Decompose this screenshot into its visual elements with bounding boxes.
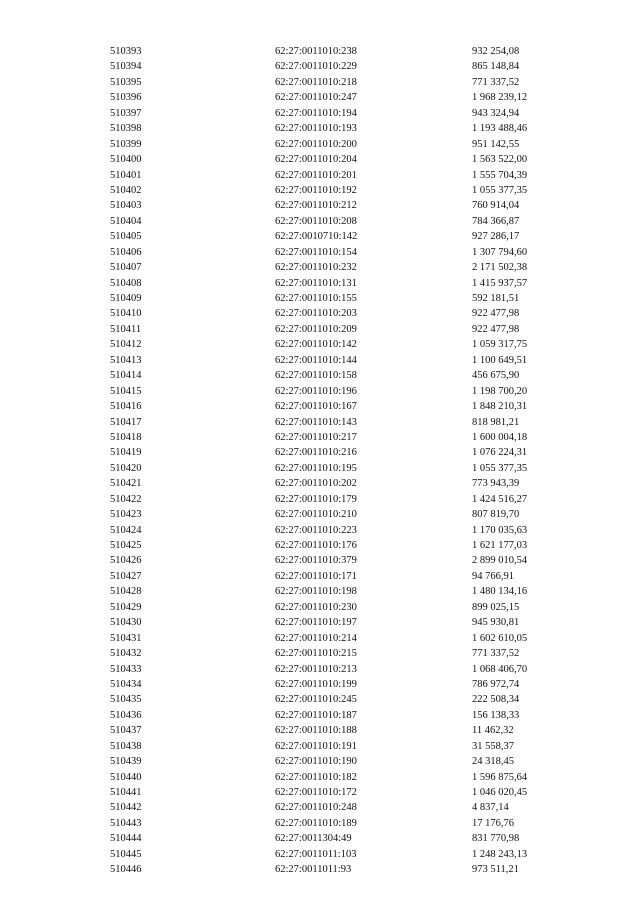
row-id-cell: 510393	[110, 46, 142, 57]
cadastral-number-cell: 62:27:0011010:216	[275, 447, 357, 459]
cadastral-number-cell: 62:27:0011010:209	[275, 323, 357, 335]
row-id-cell: 510399	[110, 138, 142, 150]
table-row	[110, 430, 590, 445]
row-id-cell: 510446	[110, 864, 142, 876]
cadastral-number-cell: 62:27:0011010:197	[275, 617, 357, 629]
row-id-cell: 510421	[110, 478, 142, 490]
table-row	[110, 214, 590, 229]
cadastral-value-cell: 1 068 406,70	[472, 663, 528, 675]
row-id-cell: 510428	[110, 586, 142, 598]
cadastral-value-cell: 592 181,51	[472, 293, 520, 304]
table-row	[110, 847, 590, 862]
cadastral-value-cell: 1 600 004,18	[472, 431, 528, 443]
row-id-cell: 510442	[110, 802, 142, 814]
table-row	[110, 631, 590, 646]
table-row	[110, 615, 590, 630]
row-id-cell: 510430	[110, 617, 142, 629]
row-id-cell: 510395	[110, 76, 142, 88]
row-id-cell: 510425	[110, 540, 142, 551]
table-row	[110, 692, 590, 707]
row-id-cell: 510441	[110, 787, 142, 798]
table-row	[110, 584, 590, 599]
row-id-cell: 510413	[110, 354, 142, 366]
cadastral-number-cell: 62:27:0011010:203	[275, 308, 357, 320]
table-row	[110, 353, 590, 368]
table-row	[110, 137, 590, 152]
row-id-cell: 510434	[110, 678, 142, 690]
cadastral-value-cell: 831 770,98	[472, 833, 520, 845]
table-row	[110, 662, 590, 677]
cadastral-number-cell: 62:27:0011010:158	[275, 370, 357, 382]
cadastral-number-cell: 62:27:0011010:196	[275, 385, 357, 397]
cadastral-value-cell: 771 337,52	[472, 648, 520, 660]
row-id-cell: 510394	[110, 61, 142, 73]
cadastral-number-cell: 62:27:0011010:379	[275, 555, 357, 567]
cadastral-number-cell: 62:27:0011010:198	[275, 586, 357, 598]
cadastral-number-cell: 62:27:0011010:179	[275, 493, 357, 505]
cadastral-number-cell: 62:27:0011010:142	[275, 339, 357, 351]
cadastral-value-cell: 760 914,04	[472, 200, 520, 212]
cadastral-number-cell: 62:27:0011010:214	[275, 632, 357, 644]
cadastral-value-cell: 1 555 704,39	[472, 169, 528, 181]
table-row	[110, 306, 590, 321]
cadastral-number-cell: 62:27:0011010:131	[275, 277, 357, 289]
table-row	[110, 646, 590, 661]
cadastral-value-cell: 771 337,52	[472, 76, 520, 88]
cadastral-value-cell: 773 943,39	[472, 478, 520, 490]
table-row	[110, 183, 590, 198]
table-row	[110, 245, 590, 260]
cadastral-value-cell: 1 055 377,35	[472, 184, 528, 196]
table-row	[110, 569, 590, 584]
cadastral-number-cell: 62:27:0011010:176	[275, 540, 357, 551]
table-row	[110, 739, 590, 754]
row-id-cell: 510406	[110, 246, 142, 258]
row-id-cell: 510439	[110, 756, 142, 768]
cadastral-value-cell: 973 511,21	[472, 864, 519, 876]
cadastral-number-cell: 62:27:0011010:182	[275, 771, 357, 783]
table-row	[110, 415, 590, 430]
row-id-cell: 510401	[110, 169, 142, 181]
table-row	[110, 276, 590, 291]
cadastral-value-cell: 1 424 516,27	[472, 493, 528, 505]
row-id-cell: 510444	[110, 833, 142, 845]
cadastral-number-cell: 62:27:0011010:189	[275, 817, 357, 829]
table-row	[110, 600, 590, 615]
cadastral-number-cell: 62:27:0011304:49	[275, 833, 352, 845]
cadastral-number-cell: 62:27:0011010:191	[275, 740, 357, 752]
cadastral-number-cell: 62:27:0011010:247	[275, 92, 357, 104]
row-id-cell: 510432	[110, 648, 142, 660]
cadastral-value-cell: 784 366,87	[472, 215, 520, 227]
table-row	[110, 90, 590, 105]
table-row	[110, 492, 590, 507]
cadastral-value-cell: 1 170 035,63	[472, 524, 528, 536]
row-id-cell: 510407	[110, 262, 142, 274]
cadastral-number-cell: 62:27:0011010:217	[275, 431, 357, 443]
cadastral-value-cell: 1 602 610,05	[472, 632, 528, 644]
cadastral-value-cell: 922 477,98	[472, 323, 520, 335]
cadastral-value-cell: 222 508,34	[472, 694, 520, 706]
table-row	[110, 337, 590, 352]
cadastral-value-cell: 2 171 502,38	[472, 262, 528, 274]
cadastral-value-cell: 786 972,74	[472, 678, 520, 690]
table-row	[110, 461, 590, 476]
cadastral-value-cell: 17 176,76	[472, 817, 514, 829]
cadastral-number-cell: 62:27:0010710:142	[275, 231, 358, 243]
table-row	[110, 121, 590, 136]
table-row	[110, 44, 590, 59]
row-id-cell: 510402	[110, 184, 142, 196]
cadastral-number-cell: 62:27:0011010:202	[275, 478, 357, 490]
cadastral-number-cell: 62:27:0011010:200	[275, 138, 357, 150]
cadastral-value-cell: 943 324,94	[472, 107, 520, 119]
cadastral-number-cell: 62:27:0011010:210	[275, 509, 357, 521]
row-id-cell: 510438	[110, 740, 142, 752]
cadastral-number-cell: 62:27:0011011:103	[275, 848, 357, 860]
table-row	[110, 368, 590, 383]
cadastral-number-cell: 62:27:0011010:229	[275, 61, 357, 73]
row-id-cell: 510416	[110, 401, 142, 413]
row-id-cell: 510412	[110, 339, 142, 351]
row-id-cell: 510445	[110, 848, 142, 860]
cadastral-value-cell: 865 148,84	[472, 61, 520, 73]
cadastral-number-cell: 62:27:0011010:144	[275, 354, 357, 366]
table-row	[110, 831, 590, 846]
cadastral-value-cell: 31 558,37	[472, 740, 514, 752]
cadastral-number-cell: 62:27:0011010:172	[275, 787, 357, 798]
table-row	[110, 708, 590, 723]
cadastral-value-cell: 94 766,91	[472, 570, 514, 582]
row-id-cell: 510398	[110, 123, 142, 135]
cadastral-value-cell: 1 046 020,45	[472, 787, 528, 798]
table-row	[110, 152, 590, 167]
cadastral-number-cell: 62:27:0011010:245	[275, 694, 357, 706]
cadastral-number-cell: 62:27:0011010:248	[275, 802, 357, 814]
cadastral-number-cell: 62:27:0011010:238	[275, 46, 357, 57]
cadastral-number-cell: 62:27:0011010:193	[275, 123, 357, 135]
table-row	[110, 553, 590, 568]
cadastral-number-cell: 62:27:0011010:171	[275, 570, 357, 582]
row-id-cell: 510422	[110, 493, 142, 505]
cadastral-number-cell: 62:27:0011010:223	[275, 524, 357, 536]
cadastral-value-cell: 927 286,17	[472, 231, 520, 243]
cadastral-number-cell: 62:27:0011010:154	[275, 246, 357, 258]
cadastral-number-cell: 62:27:0011010:218	[275, 76, 357, 88]
cadastral-value-table	[110, 44, 590, 878]
row-id-cell: 510435	[110, 694, 142, 706]
cadastral-value-cell: 899 025,15	[472, 601, 520, 613]
table-row	[110, 229, 590, 244]
row-id-cell: 510415	[110, 385, 142, 397]
row-id-cell: 510440	[110, 771, 142, 783]
cadastral-value-cell: 24 318,45	[472, 756, 514, 768]
table-row	[110, 507, 590, 522]
cadastral-value-cell: 1 307 794,60	[472, 246, 528, 258]
cadastral-number-cell: 62:27:0011010:195	[275, 462, 357, 474]
table-row	[110, 198, 590, 213]
cadastral-number-cell: 62:27:0011010:155	[275, 293, 357, 304]
row-id-cell: 510410	[110, 308, 142, 320]
cadastral-value-cell: 1 248 243,13	[472, 848, 528, 860]
cadastral-number-cell: 62:27:0011010:192	[275, 184, 357, 196]
cadastral-value-cell: 1 596 875,64	[472, 771, 528, 783]
row-id-cell: 510418	[110, 431, 142, 443]
table-row	[110, 260, 590, 275]
table-row	[110, 445, 590, 460]
cadastral-value-cell: 807 819,70	[472, 509, 520, 521]
row-id-cell: 510414	[110, 370, 142, 382]
cadastral-number-cell: 62:27:0011010:201	[275, 169, 357, 181]
row-id-cell: 510409	[110, 293, 142, 304]
cadastral-value-cell: 945 930,81	[472, 617, 520, 629]
row-id-cell: 510436	[110, 709, 142, 721]
cadastral-value-cell: 2 899 010,54	[472, 555, 528, 567]
table-row	[110, 816, 590, 831]
table-row	[110, 723, 590, 738]
cadastral-number-cell: 62:27:0011010:232	[275, 262, 357, 274]
cadastral-value-cell: 1 193 488,46	[472, 123, 528, 135]
cadastral-value-cell: 456 675,90	[472, 370, 520, 382]
cadastral-number-cell: 62:27:0011010:204	[275, 154, 357, 166]
cadastral-value-cell: 11 462,32	[472, 725, 514, 737]
cadastral-value-cell: 922 477,98	[472, 308, 520, 320]
row-id-cell: 510426	[110, 555, 142, 567]
row-id-cell: 510404	[110, 215, 142, 227]
cadastral-value-cell: 4 837,14	[472, 802, 509, 814]
table-row	[110, 291, 590, 306]
cadastral-value-cell: 156 138,33	[472, 709, 520, 721]
cadastral-value-cell: 1 480 134,16	[472, 586, 528, 598]
row-id-cell: 510419	[110, 447, 142, 459]
row-id-cell: 510411	[110, 323, 142, 335]
cadastral-value-cell: 1 059 317,75	[472, 339, 528, 351]
table-row	[110, 523, 590, 538]
cadastral-value-cell: 1 198 700,20	[472, 385, 528, 397]
row-id-cell: 510429	[110, 601, 142, 613]
cadastral-value-cell: 1 968 239,12	[472, 92, 528, 104]
cadastral-value-cell: 1 563 522,00	[472, 154, 528, 166]
cadastral-number-cell: 62:27:0011010:199	[275, 678, 357, 690]
table-row	[110, 168, 590, 183]
row-id-cell: 510443	[110, 817, 142, 829]
row-id-cell: 510420	[110, 462, 142, 474]
cadastral-number-cell: 62:27:0011010:215	[275, 648, 357, 660]
table-row	[110, 770, 590, 785]
table-row	[110, 399, 590, 414]
cadastral-number-cell: 62:27:0011010:143	[275, 416, 357, 428]
cadastral-number-cell: 62:27:0011010:188	[275, 725, 357, 737]
cadastral-number-cell: 62:27:0011010:230	[275, 601, 357, 613]
row-id-cell: 510437	[110, 725, 142, 737]
cadastral-value-cell: 1 415 937,57	[472, 277, 528, 289]
table-row	[110, 538, 590, 553]
table-row	[110, 322, 590, 337]
table-row	[110, 59, 590, 74]
row-id-cell: 510400	[110, 154, 142, 166]
cadastral-value-cell: 932 254,08	[472, 46, 520, 57]
cadastral-number-cell: 62:27:0011010:194	[275, 107, 357, 119]
cadastral-value-cell: 1 100 649,51	[472, 354, 528, 366]
cadastral-number-cell: 62:27:0011010:187	[275, 709, 357, 721]
table-row	[110, 677, 590, 692]
cadastral-value-cell: 1 076 224,31	[472, 447, 528, 459]
table-row	[110, 862, 590, 877]
row-id-cell: 510431	[110, 632, 142, 644]
cadastral-number-cell: 62:27:0011011:93	[275, 864, 352, 876]
row-id-cell: 510424	[110, 524, 142, 536]
cadastral-value-cell: 1 848 210,31	[472, 401, 528, 413]
cadastral-number-cell: 62:27:0011010:190	[275, 756, 357, 768]
table-row	[110, 800, 590, 815]
cadastral-value-cell: 951 142,55	[472, 138, 520, 150]
cadastral-number-cell: 62:27:0011010:208	[275, 215, 357, 227]
table-row	[110, 476, 590, 491]
row-id-cell: 510403	[110, 200, 142, 212]
cadastral-value-cell: 1 621 177,03	[472, 540, 528, 551]
table-row	[110, 75, 590, 90]
table-row	[110, 754, 590, 769]
table-row	[110, 106, 590, 121]
cadastral-value-cell: 1 055 377,35	[472, 462, 528, 474]
row-id-cell: 510396	[110, 92, 142, 104]
cadastral-number-cell: 62:27:0011010:167	[275, 401, 357, 413]
row-id-cell: 510427	[110, 570, 142, 582]
row-id-cell: 510433	[110, 663, 142, 675]
row-id-cell: 510417	[110, 416, 142, 428]
cadastral-number-cell: 62:27:0011010:212	[275, 200, 357, 212]
row-id-cell: 510423	[110, 509, 142, 521]
row-id-cell: 510408	[110, 277, 142, 289]
row-id-cell: 510397	[110, 107, 142, 119]
row-id-cell: 510405	[110, 231, 142, 243]
table-row	[110, 785, 590, 800]
cadastral-value-cell: 818 981,21	[472, 416, 520, 428]
cadastral-number-cell: 62:27:0011010:213	[275, 663, 357, 675]
table-row	[110, 384, 590, 399]
